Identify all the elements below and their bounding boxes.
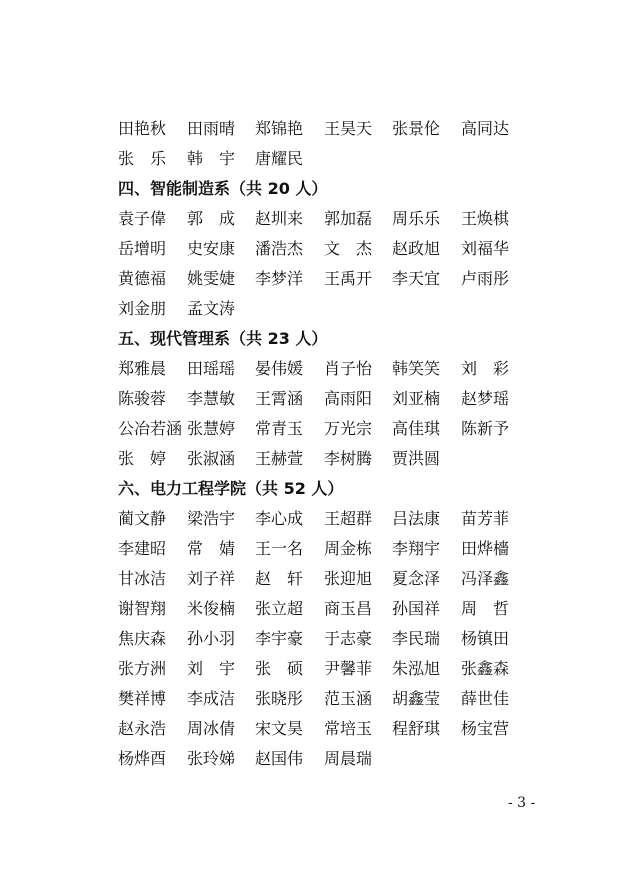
- person-name: 梁浩宇: [187, 509, 236, 528]
- name-row: [118, 116, 538, 146]
- person-name: 薛世佳: [461, 689, 510, 708]
- person-name: 田瑶瑶: [187, 359, 236, 378]
- person-name: 李建昭: [118, 539, 167, 558]
- name-row: [118, 416, 538, 446]
- person-name: 张迎旭: [324, 569, 373, 588]
- page-number: - 3 -: [508, 795, 536, 811]
- person-name: 田艳秋: [118, 119, 167, 138]
- person-name: 韩 宇: [187, 149, 236, 168]
- person-name: 李成洁: [187, 689, 236, 708]
- name-list-document: [118, 116, 538, 776]
- person-name: 文 杰: [324, 239, 373, 258]
- person-name: 赵梦瑶: [461, 389, 510, 408]
- person-name: 陈新予: [461, 419, 510, 438]
- person-name: 陈骏蓉: [118, 389, 167, 408]
- person-name: 杨镇田: [461, 629, 510, 648]
- person-name: 贾洪圆: [392, 449, 441, 468]
- person-name: 肖子怡: [324, 359, 373, 378]
- name-row: [118, 206, 538, 236]
- person-name: 朱泓旭: [392, 659, 441, 678]
- name-row: [118, 296, 538, 326]
- person-name: 王禹开: [324, 269, 373, 288]
- person-name: 周晨瑞: [324, 749, 373, 768]
- person-name: 李翔宇: [392, 539, 441, 558]
- person-name: 张 婷: [118, 449, 167, 468]
- person-name: 李慧敏: [187, 389, 236, 408]
- person-name: 刘子祥: [187, 569, 236, 588]
- name-row: [118, 266, 538, 296]
- person-name: 郑锦艳: [255, 119, 304, 138]
- person-name: 王焕棋: [461, 209, 510, 228]
- person-name: 程舒琪: [392, 719, 441, 738]
- name-row: [118, 356, 538, 386]
- section-heading: 六、电力工程学院（共 52 人）: [118, 479, 344, 498]
- name-row: [118, 536, 538, 566]
- person-name: 李天宜: [392, 269, 441, 288]
- person-name: 王赫萱: [255, 449, 304, 468]
- person-name: 卢雨彤: [461, 269, 510, 288]
- person-name: 孙国祥: [392, 599, 441, 618]
- person-name: 王昊天: [324, 119, 373, 138]
- person-name: 甘冰洁: [118, 569, 167, 588]
- person-name: 赵政旭: [392, 239, 441, 258]
- person-name: 张慧婷: [187, 419, 236, 438]
- person-name: 杨宝营: [461, 719, 510, 738]
- person-name: 高雨阳: [324, 389, 373, 408]
- person-name: 常青玉: [255, 419, 304, 438]
- person-name: 常培玉: [324, 719, 373, 738]
- name-row: [118, 656, 538, 686]
- person-name: 胡鑫莹: [392, 689, 441, 708]
- person-name: 李宇豪: [255, 629, 304, 648]
- person-name: 赵圳来: [255, 209, 304, 228]
- person-name: 夏念泽: [392, 569, 441, 588]
- person-name: 米俊楠: [187, 599, 236, 618]
- person-name: 赵永浩: [118, 719, 167, 738]
- person-name: 宋文昊: [255, 719, 304, 738]
- person-name: 张 乐: [118, 149, 167, 168]
- person-name: 刘福华: [461, 239, 510, 258]
- person-name: 岳增明: [118, 239, 167, 258]
- person-name: 万光宗: [324, 419, 373, 438]
- person-name: 韩笑笑: [392, 359, 441, 378]
- person-name: 赵国伟: [255, 749, 304, 768]
- person-name: 吕法康: [392, 509, 441, 528]
- person-name: 晏伟媛: [255, 359, 304, 378]
- person-name: 张方洲: [118, 659, 167, 678]
- person-name: 商玉昌: [324, 599, 373, 618]
- person-name: 田烨檣: [461, 539, 510, 558]
- section-heading: 四、智能制造系（共 20 人）: [118, 179, 328, 198]
- person-name: 王超群: [324, 509, 373, 528]
- person-name: 刘 彩: [461, 359, 510, 378]
- person-name: 张 硕: [255, 659, 304, 678]
- person-name: 尹馨菲: [324, 659, 373, 678]
- name-row: [118, 716, 538, 746]
- person-name: 苗芳菲: [461, 509, 510, 528]
- name-row: [118, 626, 538, 656]
- person-name: 张景伦: [392, 119, 441, 138]
- name-row: [118, 236, 538, 266]
- person-name: 张鑫森: [461, 659, 510, 678]
- person-name: 范玉涵: [324, 689, 373, 708]
- name-row: [118, 146, 538, 176]
- person-name: 黄德福: [118, 269, 167, 288]
- name-row: [118, 686, 538, 716]
- section-heading-row: [118, 476, 538, 506]
- person-name: 郑雅晨: [118, 359, 167, 378]
- person-name: 常 婧: [187, 539, 236, 558]
- person-name: 周金栋: [324, 539, 373, 558]
- person-name: 潘浩杰: [255, 239, 304, 258]
- person-name: 张立超: [255, 599, 304, 618]
- person-name: 孟文涛: [187, 299, 236, 318]
- person-name: 刘亚楠: [392, 389, 441, 408]
- name-row: [118, 596, 538, 626]
- section-heading-row: [118, 326, 538, 356]
- person-name: 周 哲: [461, 599, 510, 618]
- person-name: 焦庆森: [118, 629, 167, 648]
- name-row: [118, 446, 538, 476]
- person-name: 蔺文静: [118, 509, 167, 528]
- section-heading-row: [118, 176, 538, 206]
- person-name: 张玲娣: [187, 749, 236, 768]
- person-name: 李梦洋: [255, 269, 304, 288]
- person-name: 周乐乐: [392, 209, 441, 228]
- person-name: 高佳琪: [392, 419, 441, 438]
- person-name: 唐耀民: [255, 149, 304, 168]
- name-row: [118, 386, 538, 416]
- person-name: 袁子偉: [118, 209, 167, 228]
- person-name: 于志豪: [324, 629, 373, 648]
- person-name: 杨烨酉: [118, 749, 167, 768]
- person-name: 公冶若涵: [118, 419, 183, 438]
- person-name: 史安康: [187, 239, 236, 258]
- section-heading: 五、现代管理系（共 23 人）: [118, 329, 328, 348]
- person-name: 谢智翔: [118, 599, 167, 618]
- person-name: 刘 宇: [187, 659, 236, 678]
- person-name: 张晓彤: [255, 689, 304, 708]
- person-name: 周冰倩: [187, 719, 236, 738]
- person-name: 李心成: [255, 509, 304, 528]
- person-name: 张淑涵: [187, 449, 236, 468]
- person-name: 王霄涵: [255, 389, 304, 408]
- name-row: [118, 506, 538, 536]
- person-name: 姚雯婕: [187, 269, 236, 288]
- person-name: 高同达: [461, 119, 510, 138]
- person-name: 李树腾: [324, 449, 373, 468]
- person-name: 郭加磊: [324, 209, 373, 228]
- person-name: 田雨晴: [187, 119, 236, 138]
- person-name: 赵 轩: [255, 569, 304, 588]
- name-row: [118, 566, 538, 596]
- person-name: 孙小羽: [187, 629, 236, 648]
- person-name: 李民瑞: [392, 629, 441, 648]
- name-row: [118, 746, 538, 776]
- person-name: 樊祥博: [118, 689, 167, 708]
- person-name: 郭 成: [187, 209, 236, 228]
- person-name: 冯泽鑫: [461, 569, 510, 588]
- person-name: 王一名: [255, 539, 304, 558]
- person-name: 刘金朋: [118, 299, 167, 318]
